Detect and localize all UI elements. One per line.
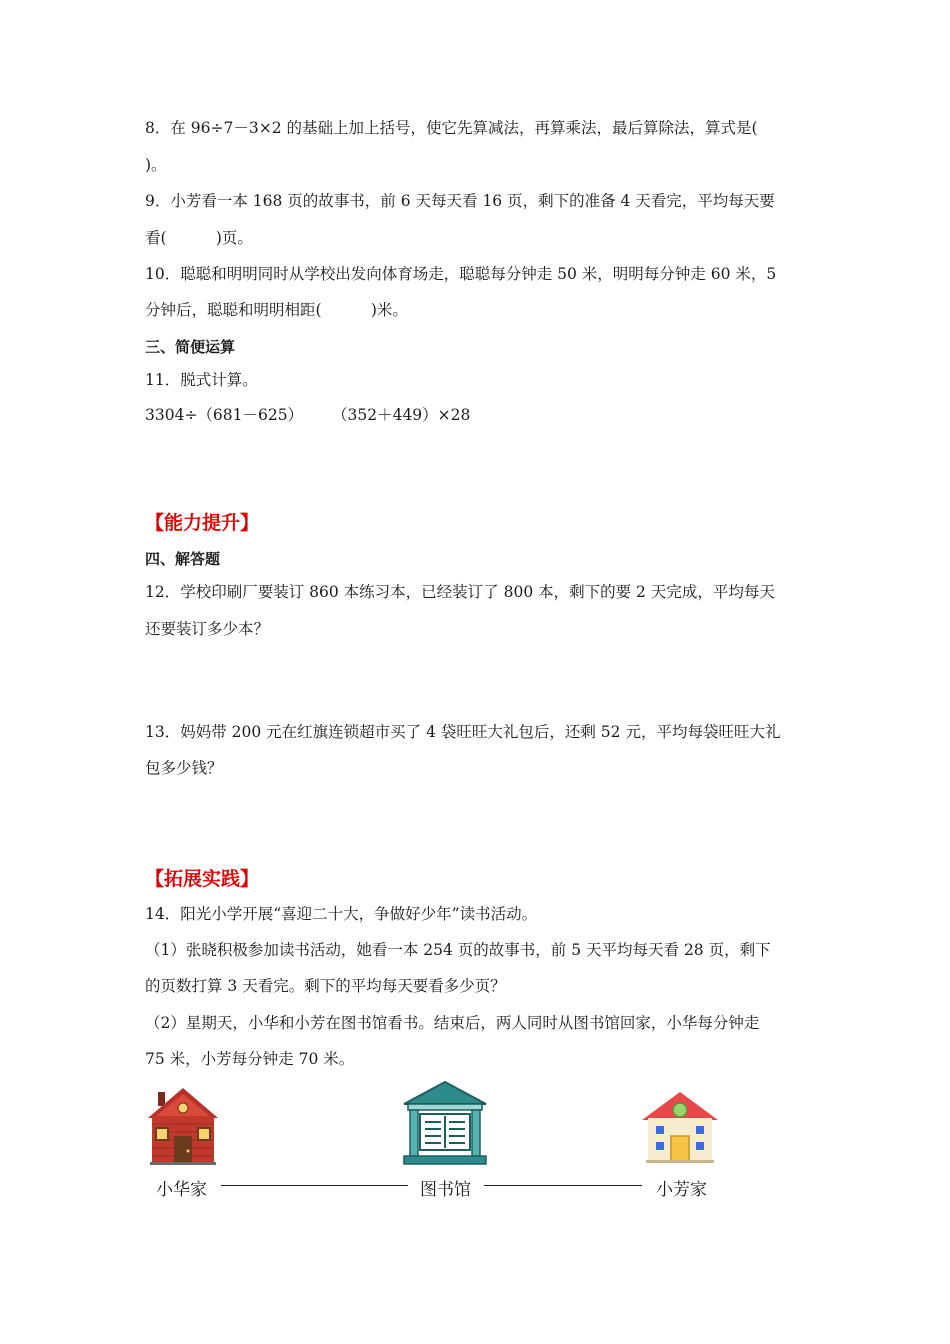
- q10-line2: 分钟后，聪聪和明明相距( )米。: [145, 301, 408, 319]
- q11-title: 11．脱式计算。: [145, 371, 258, 389]
- q14-part2-line1: （2）星期天，小华和小芳在图书馆看书。结束后，两人同时从图书馆回家，小华每分钟走: [145, 1014, 760, 1032]
- xiaohua-house-icon: [146, 1086, 220, 1166]
- q11-expression-1: 3304÷（681－625）: [145, 406, 304, 424]
- q14-title: 14．阳光小学开展“喜迎二十大，争做好少年”读书活动。: [145, 905, 538, 923]
- q13-line2: 包多少钱？: [145, 759, 223, 777]
- q14-part2-line2: 75 米，小芳每分钟走 70 米。: [145, 1050, 355, 1068]
- q13-line1: 13．妈妈带 200 元在红旗连锁超市买了 4 袋旺旺大礼包后，还剩 52 元，平均每袋旺旺大礼: [145, 723, 781, 741]
- xiaofang-home-label: 小芳家: [656, 1180, 707, 1200]
- q12-line2: 还要装订多少本？: [145, 620, 270, 638]
- q11-expression-2: （352＋449）×28: [332, 406, 471, 424]
- left-path-line: [221, 1185, 408, 1186]
- xiaofang-house-icon: [640, 1090, 720, 1164]
- library-icon: [402, 1080, 488, 1166]
- ability-header: 【能力提升】: [145, 512, 260, 534]
- q14-part1-line2: 的页数打算 3 天看完。剩下的平均每天要看多少页？: [145, 977, 506, 995]
- extend-header: 【拓展实践】: [145, 868, 260, 890]
- right-path-line: [484, 1185, 642, 1186]
- q9-line2: 看( )页。: [145, 229, 253, 247]
- q12-line1: 12．学校印刷厂要装订 860 本练习本，已经装订了 800 本，剩下的要 2 天完成，平均每天: [145, 583, 775, 601]
- xiaohua-home-label: 小华家: [156, 1180, 207, 1200]
- q10-line1: 10．聪聪和明明同时从学校出发向体育场走，聪聪每分钟走 50 米，明明每分钟走 60 米，5: [145, 265, 777, 283]
- section-3-heading: 三、简便运算: [145, 338, 236, 356]
- library-label: 图书馆: [420, 1180, 471, 1200]
- q8-line1: 8．在 96÷7－3×2 的基础上加上括号，使它先算减法，再算乘法，最后算除法，算式是(: [145, 119, 758, 137]
- section-4-heading: 四、解答题: [145, 550, 221, 568]
- q14-part1-line1: （1）张晓积极参加读书活动，她看一本 254 页的故事书，前 5 天平均每天看 28 页，剩下: [145, 941, 771, 959]
- q9-line1: 9．小芳看一本 168 页的故事书，前 6 天每天看 16 页，剩下的准备 4 天看完，平均每天要: [145, 192, 775, 210]
- q8-line2: )。: [145, 156, 167, 174]
